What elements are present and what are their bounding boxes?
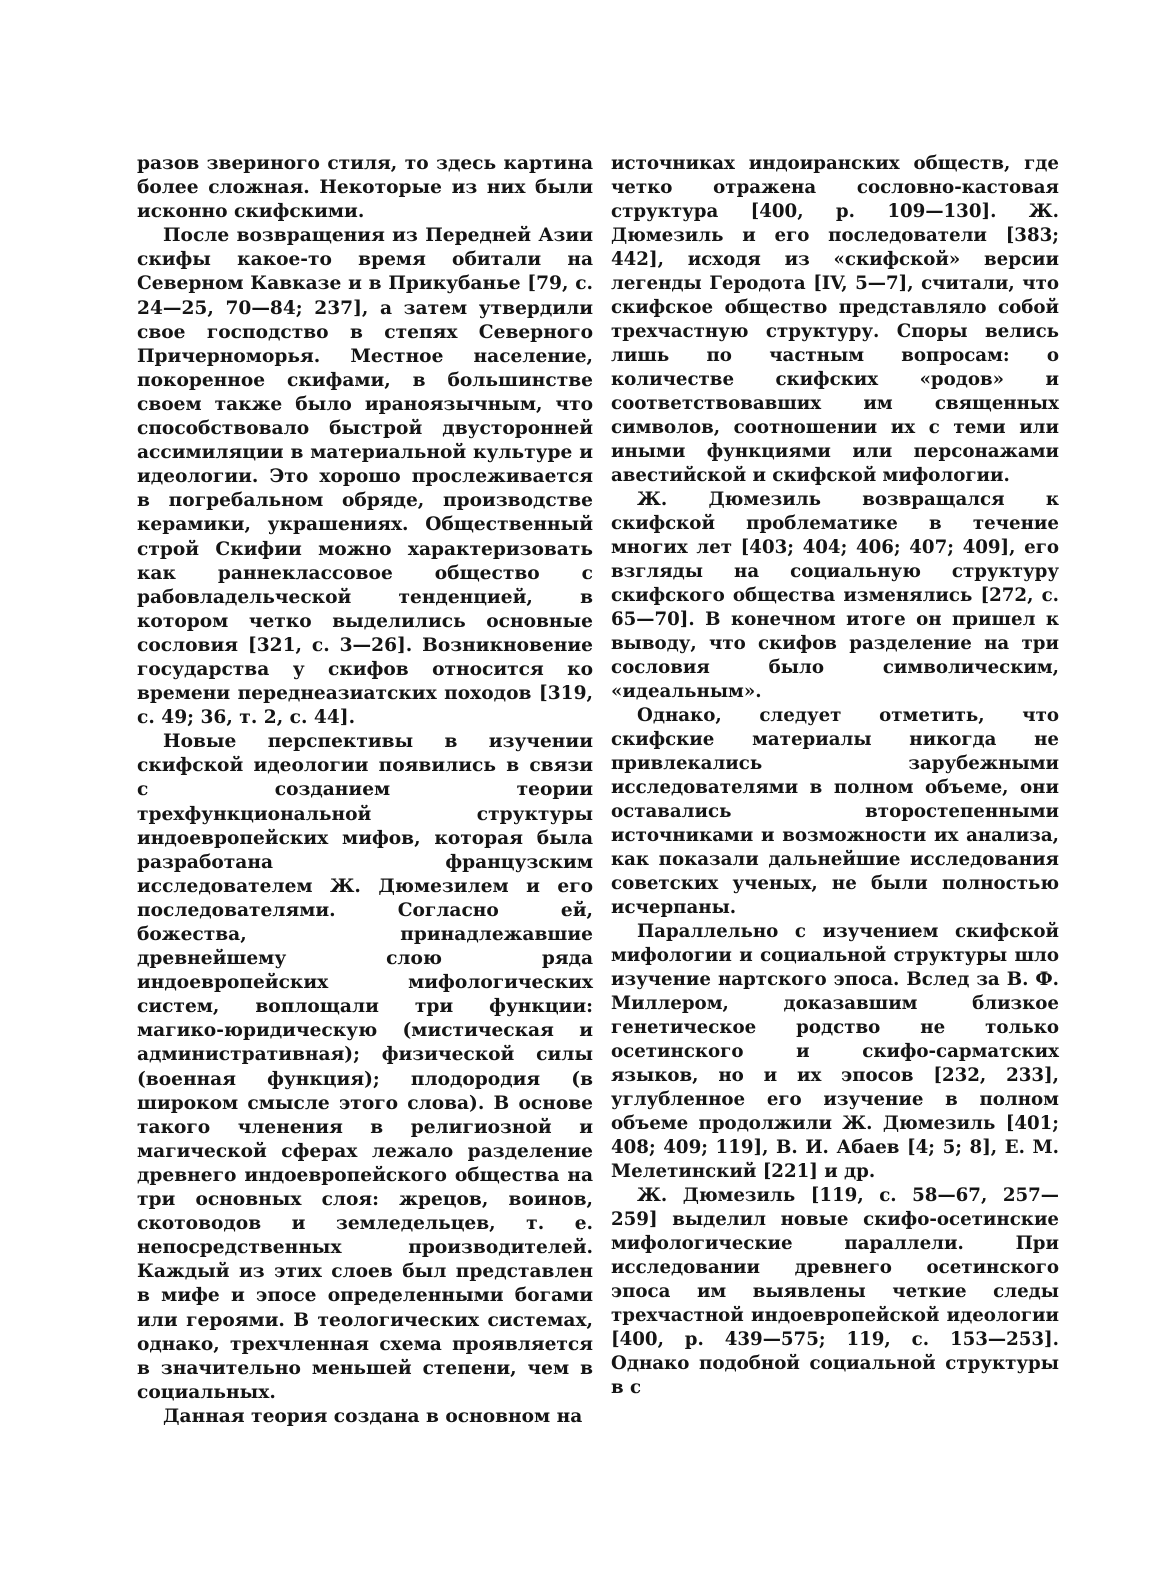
paragraph: Ж. Дюмезиль [119, с. 58—67, 257—259] выделил новые скифо-осетинские мифологические параллели. При исследовании древнего осетинского эпоса им выявлены четкие следы трехчастной индоевропейской идеологии [400, р. 439—575; 119, с. 153—253]. Однако подобной социальной структуры в с: [611, 1185, 1059, 1398]
paragraph: Данная теория создана в основном на: [163, 1405, 583, 1427]
paragraph: Однако, следует отметить, что скифские материалы никогда не привлекались зарубежными исследователями в полном объеме, они оставались второстепенными источниками и возможности их анализа, как показали дальнейшие исследования советских ученых, не были полностью исчерпаны.: [611, 705, 1059, 918]
paragraph: После возвращения из Передней Азии скифы какое-то время обитали на Северном Кавказе и в Прикубанье [79, с. 24—25, 70—84; 237], а затем утвердили свое господство в степях Северного Причерноморья. Местное население, покоренное скифами, в большинстве своем также было ираноязычным, что способствовало быстрой двусторонней ассимиляции в материальной культуре и идеологии. Это хорошо прослеживается в погребальном обряде, производстве керамики, украшениях. Общественный строй Скифии можно характеризовать как раннеклассовое общество с рабовладельческой тенденцией, в котором четко выделились основные сословия [321, с. 3—26]. Возникновение государства у скифов относится ко времени переднеазиатских походов [319, с. 49; 36, т. 2, с. 44].: [137, 225, 593, 729]
left-text-column: [137, 152, 593, 1427]
paragraph: Новые перспективы в изучении скифской идеологии появились в связи с созданием теории трехфункциональной структуры индоевропейских мифов, которая была разработана французским исследователем Ж. Дюмезилем и его последователями. Согласно ей, божества, принадлежавшие древнейшему слою ряда индоевропейских мифологических систем, воплощали три функции: магико-юридическую (мистическая и административная); физической силы (военная функция); плодородия (в широком смысле этого слова). В основе такого членения в религиозной и магической сферах лежало разделение древнего индоевропейского общества на три основных слоя: жрецов, воинов, скотоводов и земледельцев, т. е. непосредственных производителей. Каждый из этих слоев был представлен в мифе и эпосе определенными богами или героями. В теологических системах, однако, трехчленная схема проявляется в значительно меньшей степени, чем в социальных.: [137, 731, 593, 1403]
right-text-column: [611, 152, 1059, 1398]
paragraph: Ж. Дюмезиль возвращался к скифской проблематике в течение многих лет [403; 404; 406; 407; 409], его взгляды на социальную структуру скифского общества изменялись [272, с. 65—70]. В конечном итоге он пришел к выводу, что скифов разделение на три сословия было символическим, «идеальным».: [611, 489, 1059, 702]
paragraph-continuation: источниках индоиранских обществ, где четко отражена сословно-кастовая структура [400, р. 109—130]. Ж. Дюмезиль и его последователи [383; 442], исходя из «скифской» версии легенды Геродота [IV, 5—7], считали, что скифское общество представляло собой трехчастную структуру. Споры велись лишь по частным вопросам: о количестве скифских «родов» и соответствовавших им священных символов, соотношении их с теми или иными функциями или персонажами авестийской и скифской мифологии.: [611, 153, 1059, 486]
paragraph-continuation: разов звериного стиля, то здесь картина более сложная. Некоторые из них были исконно скифскими.: [137, 153, 593, 223]
paragraph: Параллельно с изучением скифской мифологии и социальной структуры шло изучение нартского эпоса. Вслед за В. Ф. Миллером, доказавшим близкое генетическое родство не только осетинского и скифо-сарматских языков, но и их эпосов [232, 233], углубленное его изучение в полном объеме продолжили Ж. Дюмезиль [401; 408; 409; 119], В. И. Абаев [4; 5; 8], Е. М. Мелетинский [221] и др.: [611, 921, 1059, 1182]
